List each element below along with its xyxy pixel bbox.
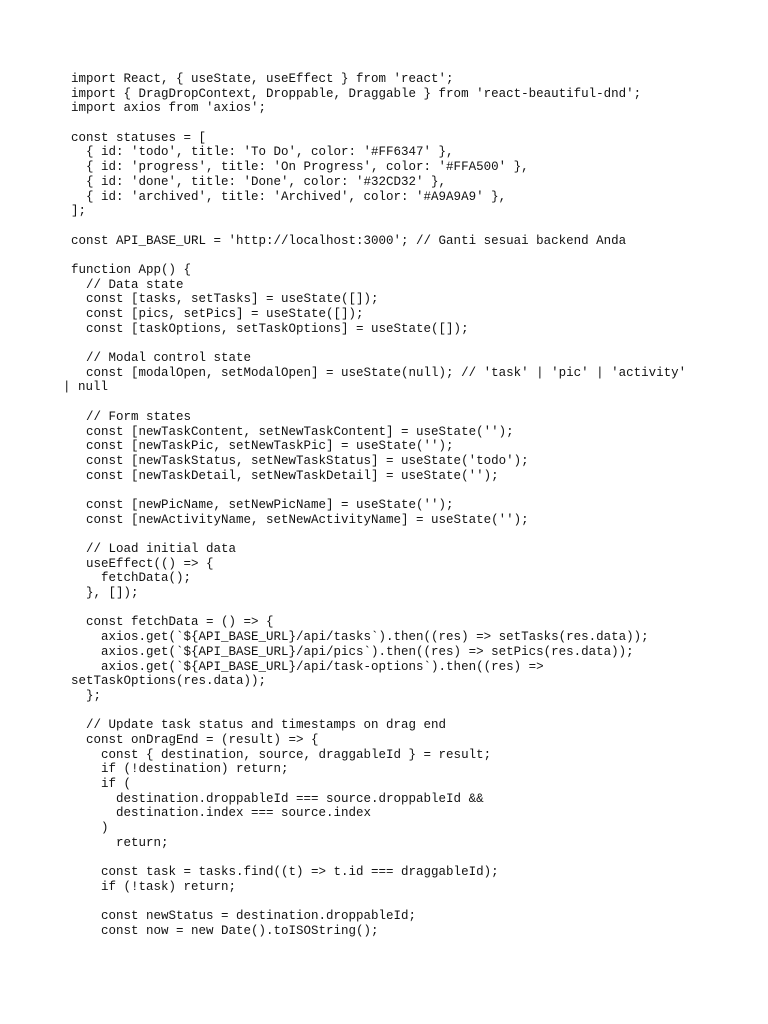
code-line: const { destination, source, draggableId } = result; xyxy=(71,747,492,762)
code-line: }, []); xyxy=(71,586,139,601)
code-line: const task = tasks.find((t) => t.id === draggableId); xyxy=(71,865,499,880)
blank-line xyxy=(71,116,711,131)
code-line: if ( xyxy=(71,777,132,791)
code-line: destination.index === source.index xyxy=(71,806,372,821)
blank-line xyxy=(71,601,711,616)
code-line: const [newActivityName, setNewActivityName] = useState(''); xyxy=(71,512,529,527)
code-line: const [tasks, setTasks] = useState([]); xyxy=(71,292,379,307)
code-line: if (!destination) return; xyxy=(71,762,289,777)
code-line: { id: 'done', title: 'Done', color: '#32CD32' }, xyxy=(71,174,447,189)
code-line: import { DragDropContext, Droppable, Draggable } from 'react-beautiful-dnd'; xyxy=(71,86,642,101)
code-line: axios.get(`${API_BASE_URL}/api/task-options`).then((res) => xyxy=(71,659,544,674)
code-line: { id: 'progress', title: 'On Progress', color: '#FFA500' }, xyxy=(71,160,529,175)
code-line: if (!task) return; xyxy=(71,879,237,894)
code-line: setTaskOptions(res.data)); xyxy=(71,674,267,689)
blank-line xyxy=(71,395,711,410)
code-line: // Update task status and timestamps on drag end xyxy=(71,718,447,733)
code-line: const [newTaskStatus, setNewTaskStatus] = useState('todo'); xyxy=(71,453,529,468)
code-line: const statuses = [ xyxy=(71,130,207,145)
code-line: const API_BASE_URL = 'http://localhost:3000'; // Ganti sesuai backend Anda xyxy=(71,233,627,248)
code-line: const [newTaskContent, setNewTaskContent] = useState(''); xyxy=(71,424,514,439)
code-line: }; xyxy=(71,688,102,703)
blank-line xyxy=(71,219,711,234)
code-line: const [newTaskDetail, setNewTaskDetail] = useState(''); xyxy=(71,468,499,483)
code-line: // Data state xyxy=(71,277,184,292)
code-line: axios.get(`${API_BASE_URL}/api/pics`).then((res) => setPics(res.data)); xyxy=(71,644,634,659)
code-line: // Modal control state xyxy=(71,351,252,366)
code-line: // Form states xyxy=(71,409,192,424)
code-line: // Load initial data xyxy=(71,542,237,556)
code-line: const [pics, setPics] = useState([]); xyxy=(71,307,364,321)
code-line: | null xyxy=(63,380,109,395)
code-block xyxy=(63,72,711,939)
code-line: { id: 'archived', title: 'Archived', color: '#A9A9A9' }, xyxy=(71,189,507,204)
blank-line xyxy=(71,895,711,910)
code-line: fetchData(); xyxy=(71,571,192,586)
code-line: const [taskOptions, setTaskOptions] = useState([]); xyxy=(71,321,469,336)
code-line: import axios from 'axios'; xyxy=(71,101,267,116)
code-line: return; xyxy=(71,835,169,850)
code-line: const newStatus = destination.droppableId; xyxy=(71,909,417,924)
code-line: const [newPicName, setNewPicName] = useState(''); xyxy=(71,497,454,512)
code-line: ]; xyxy=(71,204,87,219)
blank-line xyxy=(71,336,711,351)
blank-line xyxy=(71,704,711,719)
code-line: const onDragEnd = (result) => { xyxy=(71,732,319,747)
blank-line xyxy=(71,527,711,542)
code-line: axios.get(`${API_BASE_URL}/api/tasks`).then((res) => setTasks(res.data)); xyxy=(71,630,649,645)
blank-line xyxy=(71,483,711,498)
code-line: const fetchData = () => { xyxy=(71,615,274,630)
code-line: const [modalOpen, setModalOpen] = useState(null); // 'task' | 'pic' | 'activity' xyxy=(71,365,687,380)
code-line: useEffect(() => { xyxy=(71,556,214,571)
code-line: import React, { useState, useEffect } from 'react'; xyxy=(71,72,454,86)
code-line: function App() { xyxy=(71,262,192,277)
code-line: destination.droppableId === source.droppableId && xyxy=(71,791,484,806)
code-line: const now = new Date().toISOString(); xyxy=(71,923,379,938)
blank-line xyxy=(71,850,711,865)
code-line: const [newTaskPic, setNewTaskPic] = useState(''); xyxy=(71,439,454,454)
code-line: ) xyxy=(71,821,109,836)
code-line: { id: 'todo', title: 'To Do', color: '#FF6347' }, xyxy=(71,145,454,160)
blank-line xyxy=(71,248,711,263)
